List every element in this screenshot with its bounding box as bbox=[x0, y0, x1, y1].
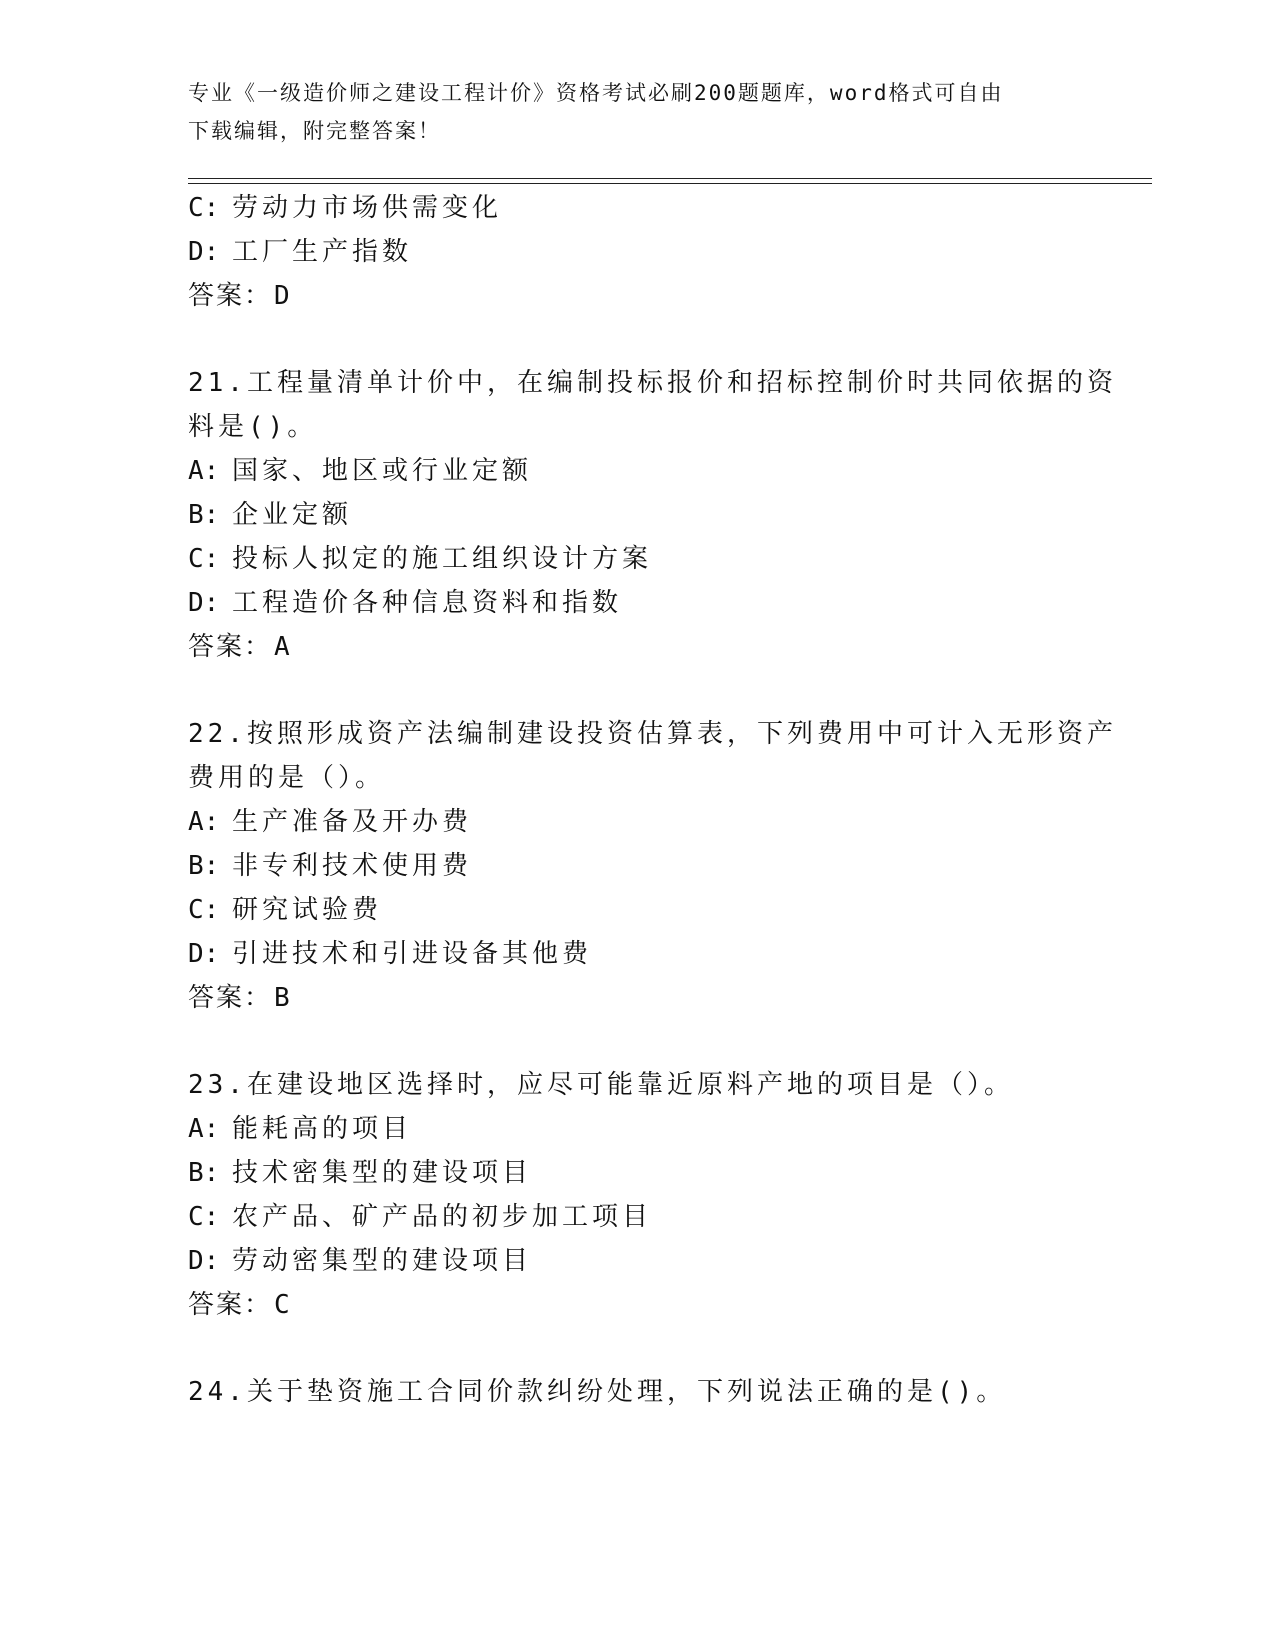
option-text: 生产准备及开办费 bbox=[232, 807, 473, 837]
page-header bbox=[188, 74, 1088, 150]
header-line-2: 下载编辑，附完整答案！ bbox=[188, 119, 441, 143]
option-a bbox=[188, 455, 532, 487]
option-key: A: bbox=[188, 456, 220, 486]
question-text-line: 料是()。 bbox=[188, 412, 318, 442]
option-text: 引进技术和引进设备其他费 bbox=[232, 939, 593, 969]
option-d bbox=[188, 938, 592, 970]
option-text: 技术密集型的建设项目 bbox=[232, 1158, 533, 1188]
answer-line bbox=[188, 982, 290, 1014]
option-text: 非专利技术使用费 bbox=[232, 851, 473, 881]
option-key: D: bbox=[188, 1246, 220, 1276]
answer-label: 答案： bbox=[188, 1290, 273, 1320]
option-key: D: bbox=[188, 939, 220, 969]
option-text: 企业定额 bbox=[232, 500, 353, 530]
answer-label: 答案： bbox=[188, 983, 273, 1013]
option-c bbox=[188, 543, 652, 575]
answer-value: B bbox=[274, 983, 290, 1013]
option-text: 能耗高的项目 bbox=[232, 1114, 413, 1144]
option-text: 研究试验费 bbox=[232, 895, 383, 925]
option-key: C: bbox=[188, 895, 220, 925]
option-key: D: bbox=[188, 588, 220, 618]
option-text: 农产品、矿产品的初步加工项目 bbox=[232, 1202, 653, 1232]
answer-value: A bbox=[274, 632, 290, 662]
option-a bbox=[188, 806, 472, 838]
option-d bbox=[188, 587, 622, 619]
answer-label: 答案： bbox=[188, 281, 273, 311]
answer-label: 答案： bbox=[188, 632, 273, 662]
header-line-1: 专业《一级造价师之建设工程计价》资格考试必刷200题题库，word格式可自由 bbox=[188, 81, 1004, 105]
option-text: 投标人拟定的施工组织设计方案 bbox=[232, 544, 653, 574]
option-c bbox=[188, 1201, 652, 1233]
option-key: B: bbox=[188, 851, 220, 881]
answer-line bbox=[188, 1289, 290, 1321]
answer-line bbox=[188, 631, 290, 663]
option-text: 劳动密集型的建设项目 bbox=[232, 1246, 533, 1276]
header-rule-bottom bbox=[188, 183, 1152, 184]
option-text: 劳动力市场供需变化 bbox=[232, 193, 503, 223]
option-d bbox=[188, 236, 412, 268]
option-c bbox=[188, 894, 382, 926]
option-c bbox=[188, 192, 502, 224]
question-text-line: 23.在建设地区选择时，应尽可能靠近原料产地的项目是（）。 bbox=[188, 1070, 1014, 1100]
option-b bbox=[188, 1157, 532, 1189]
option-key: A: bbox=[188, 1114, 220, 1144]
option-key: C: bbox=[188, 1202, 220, 1232]
option-key: D: bbox=[188, 237, 220, 267]
question-text-line: 24.关于垫资施工合同价款纠纷处理，下列说法正确的是()。 bbox=[188, 1377, 1007, 1407]
answer-value: D bbox=[274, 281, 290, 311]
question-text-line: 费用的是（）。 bbox=[188, 763, 386, 793]
answer-line bbox=[188, 280, 290, 312]
option-key: C: bbox=[188, 544, 220, 574]
header-rule-top bbox=[188, 178, 1152, 179]
option-b bbox=[188, 499, 352, 531]
option-key: A: bbox=[188, 807, 220, 837]
option-text: 工程造价各种信息资料和指数 bbox=[232, 588, 623, 618]
option-text: 国家、地区或行业定额 bbox=[232, 456, 533, 486]
question-text-line: 21.工程量清单计价中，在编制投标报价和招标控制价时共同依据的资 bbox=[188, 368, 1117, 398]
option-b bbox=[188, 850, 472, 882]
option-a bbox=[188, 1113, 412, 1145]
answer-value: C bbox=[274, 1290, 290, 1320]
option-text: 工厂生产指数 bbox=[232, 237, 413, 267]
option-key: B: bbox=[188, 500, 220, 530]
option-d bbox=[188, 1245, 532, 1277]
option-key: B: bbox=[188, 1158, 220, 1188]
option-key: C: bbox=[188, 193, 220, 223]
question-text-line: 22.按照形成资产法编制建设投资估算表，下列费用中可计入无形资产 bbox=[188, 719, 1117, 749]
